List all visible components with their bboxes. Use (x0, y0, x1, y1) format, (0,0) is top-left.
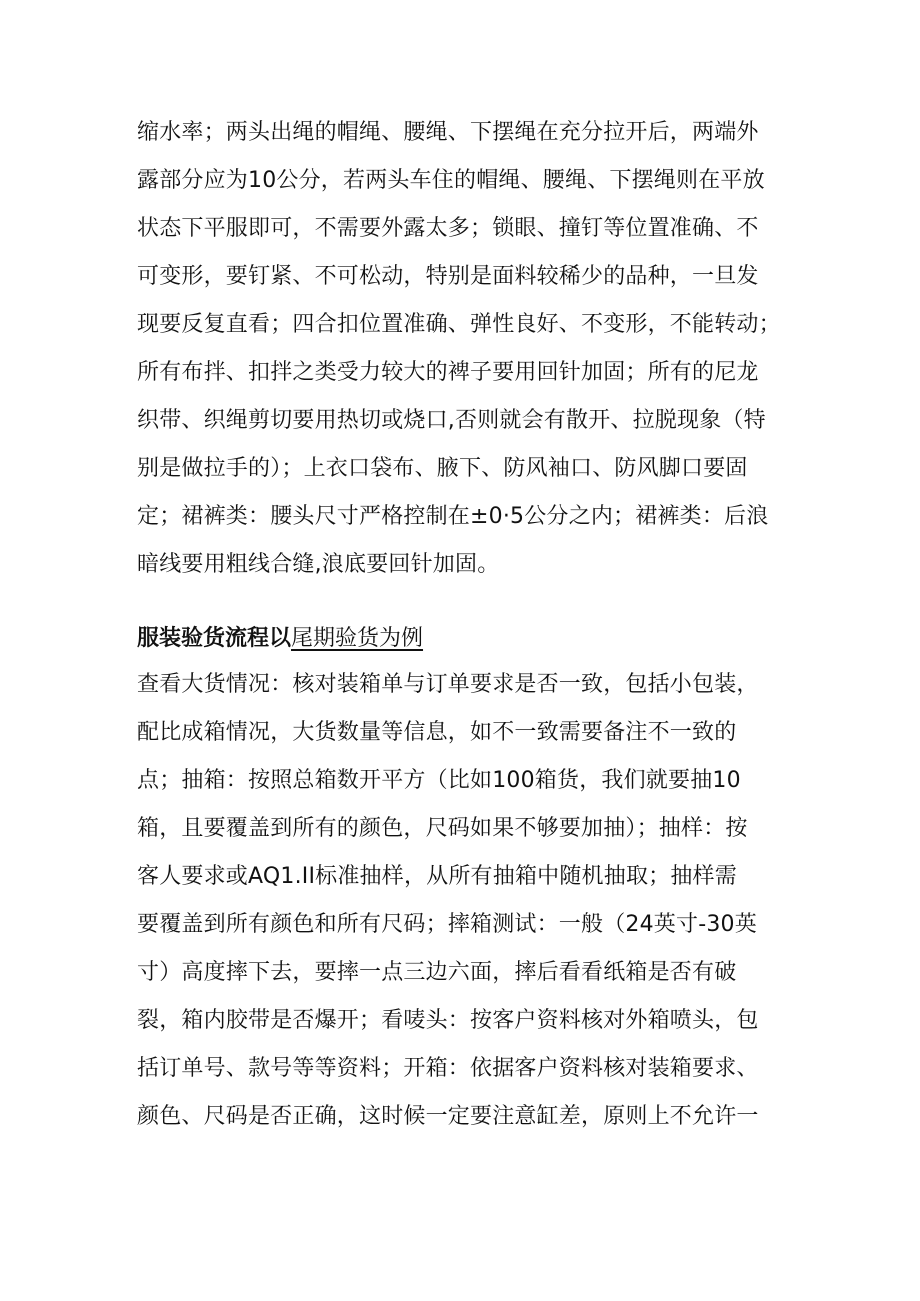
text-line: 查看大货情况：核对装箱单与订单要求是否一致，包括小包装， (137, 672, 759, 697)
text-line: 所有布拌、扣拌之类受力较大的裨子要用回针加固；所有的尼龙 (137, 360, 759, 385)
text-line: 现要反复直看；四合扣位置准确、弹性良好、不变形，不能转动； (137, 312, 781, 337)
paragraph-stitching-requirements (137, 109, 797, 589)
text-line: 别是做拉手的）；上衣口袋布、腋下、防风袖口、防风脚口要固 (137, 456, 748, 481)
text-line: 织带、织绳剪切要用热切或烧口,否则就会有散开、拉脱现象（特 (137, 408, 766, 433)
text-line: 状态下平服即可，不需要外露太多；锁眼、撞钉等位置准确、不 (137, 216, 759, 241)
text-line: 露部分应为10公分，若两头车住的帽绳、腰绳、下摆绳则在平放 (137, 168, 765, 193)
text-line: 可变形，要钉紧、不可松动，特别是面料较稀少的品种，一旦发 (137, 264, 759, 289)
text-line: 要覆盖到所有颜色和所有尺码；摔箱测试：一般（24英寸-30英 (137, 912, 757, 937)
text-line: 颜色、尺码是否正确，这时候一定要注意缸差，原则上不允许一 (137, 1104, 759, 1129)
text-line: 暗线要用粗线合缝,浪底要回针加固。 (137, 552, 500, 577)
heading-bold-text: 服装验货流程以 (137, 626, 292, 651)
text-line: 定；裙裤类：腰头尺寸严格控制在±0·5公分之内；裙裤类：后浪 (137, 504, 769, 529)
text-line: 缩水率；两头出绳的帽绳、腰绳、下摆绳在充分拉开后，两端外 (137, 120, 759, 145)
text-line: 括订单号、款号等等资料；开箱：依据客户资料核对装箱要求、 (137, 1056, 759, 1081)
text-line: 点；抽箱：按照总箱数开平方（比如100箱货，我们就要抽10 (137, 768, 741, 793)
paragraph-inspection-process (137, 661, 797, 1141)
text-line: 裂，箱内胶带是否爆开；看唛头：按客户资料核对外箱喷头，包 (137, 1008, 759, 1033)
text-line: 配比成箱情况，大货数量等信息，如不一致需要备注不一致的 (137, 720, 737, 745)
section-heading (137, 615, 423, 663)
text-line: 客人要求或AQ1.II标准抽样，从所有抽箱中随机抽取；抽样需 (137, 864, 737, 889)
text-line: 箱，且要覆盖到所有的颜色，尺码如果不够要加抽）；抽样：按 (137, 816, 748, 841)
text-line: 寸）高度摔下去，要摔一点三边六面，摔后看看纸箱是否有破 (137, 960, 737, 985)
heading-underlined-text: 尾期验货为例 (291, 626, 424, 651)
